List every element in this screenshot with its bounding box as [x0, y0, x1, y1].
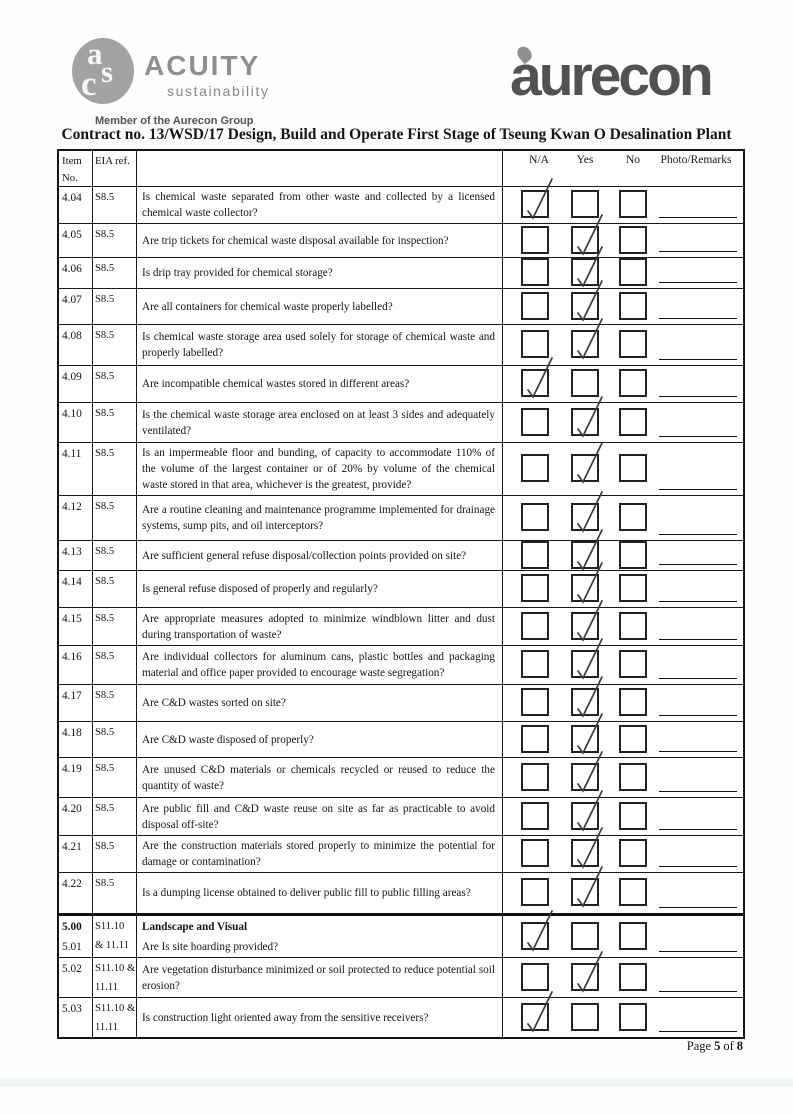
- no-checkbox[interactable]: [619, 369, 647, 397]
- item-no-cell: 5.03: [59, 998, 93, 1037]
- answer-cell: [503, 366, 743, 402]
- question-text: Is chemical waste separated from other waste and collected by a licensed chemical waste collector?: [142, 191, 495, 219]
- checklist-row: [59, 223, 743, 257]
- checklist-row: [59, 684, 743, 721]
- remarks-header: Photo/Remarks: [660, 154, 732, 166]
- no-checkbox[interactable]: [619, 839, 647, 867]
- no-checkbox[interactable]: [619, 688, 647, 716]
- page-number: Page 5 of 8: [686, 1039, 743, 1053]
- item-no-cell: 4.09: [59, 366, 93, 402]
- question-cell: [137, 258, 503, 288]
- remarks-line: [659, 678, 737, 679]
- checklist-row: [59, 835, 743, 872]
- na-checkbox[interactable]: [521, 725, 549, 753]
- question-cell: [137, 289, 503, 324]
- yes-checkbox[interactable]: [571, 878, 599, 906]
- checklist-row: [59, 872, 743, 913]
- item-no-cell: 4.20: [59, 798, 93, 835]
- question-cell: [137, 403, 503, 442]
- check-mark-icon: [520, 354, 558, 402]
- item-no-cell: 5.02: [59, 958, 93, 997]
- checklist-row: [59, 913, 743, 957]
- item-no-cell: 4.08: [59, 325, 93, 365]
- item-no-cell: 4.05: [59, 224, 93, 257]
- section-title: Landscape and Visual: [142, 920, 248, 933]
- eia-ref-cell: S8.5: [93, 224, 137, 257]
- na-checkbox[interactable]: [521, 650, 549, 678]
- na-checkbox[interactable]: [521, 878, 549, 906]
- item-no-cell: 4.18: [59, 722, 93, 757]
- item-no-cell: 4.06: [59, 258, 93, 288]
- no-checkbox[interactable]: [619, 258, 647, 286]
- question-cell: [137, 224, 503, 257]
- check-mark-icon: [570, 439, 608, 487]
- remarks-line: [659, 1031, 737, 1032]
- question-cell: [137, 958, 503, 997]
- checklist-row: [59, 721, 743, 757]
- question-text: Are the construction materials stored properly to minimize the potential for damage or contamination?: [142, 840, 495, 868]
- answer-cell: [503, 571, 743, 607]
- no-checkbox[interactable]: [619, 922, 647, 950]
- question-cell: [137, 798, 503, 835]
- eia-ref-cell: S8.5: [93, 187, 137, 223]
- item-no-cell: 4.15: [59, 608, 93, 645]
- remarks-line: [659, 564, 737, 565]
- eia-ref-cell: S8.5: [93, 496, 137, 540]
- item-no-cell: 4.14: [59, 571, 93, 607]
- remarks-line: [659, 907, 737, 908]
- remarks-line: [659, 436, 737, 437]
- eia-ref-cell: S8.5: [93, 873, 137, 913]
- na-checkbox[interactable]: [521, 190, 549, 218]
- question-text: Is drip tray provided for chemical storage?: [142, 267, 333, 279]
- no-checkbox[interactable]: [619, 190, 647, 218]
- eia-ref-cell: S11.10 & 11.11: [93, 998, 137, 1037]
- checklist-row: [59, 442, 743, 495]
- na-checkbox[interactable]: [521, 763, 549, 791]
- checklist-row: [59, 757, 743, 797]
- yes-checkbox[interactable]: [571, 408, 599, 436]
- item-no-cell: 5.00 5.01: [59, 916, 93, 957]
- question-text: Are a routine cleaning and maintenance programme implemented for drainage systems, sump pits, and oil interceptors?: [142, 504, 495, 532]
- item-no-cell: 4.19: [59, 758, 93, 797]
- checklist-row: [59, 997, 743, 1037]
- table-header-row: [59, 151, 743, 186]
- eia-ref-header: EIA ref.: [93, 151, 137, 186]
- question-cell: [137, 916, 503, 957]
- eia-ref-cell: S8.5: [93, 443, 137, 495]
- remarks-line: [659, 751, 737, 752]
- question-cell: [137, 187, 503, 223]
- no-checkbox[interactable]: [619, 802, 647, 830]
- answer-cell: [503, 258, 743, 288]
- question-text: Are Is site hoarding provided?: [142, 940, 279, 953]
- question-text: Is the chemical waste storage area enclosed on at least 3 sides and adequately ventilated?: [142, 408, 495, 437]
- remarks-line: [659, 359, 737, 360]
- question-text: Are appropriate measures adopted to minimize windblown litter and dust during transportation of waste?: [142, 612, 495, 641]
- check-mark-icon: [520, 175, 558, 223]
- check-mark-icon: [520, 988, 558, 1036]
- question-cell: [137, 541, 503, 570]
- checklist-row: [59, 957, 743, 997]
- item-no-header: Item No.: [59, 151, 93, 186]
- question-header: [137, 151, 503, 186]
- item-no-cell: 4.10: [59, 403, 93, 442]
- item-no-cell: 4.22: [59, 873, 93, 913]
- remarks-line: [659, 217, 737, 218]
- eia-ref-cell: S8.5: [93, 325, 137, 365]
- eia-ref-cell: S8.5: [93, 258, 137, 288]
- no-checkbox[interactable]: [619, 725, 647, 753]
- question-cell: [137, 496, 503, 540]
- question-cell: [137, 325, 503, 365]
- eia-ref-cell: S8.5: [93, 836, 137, 872]
- checklist-table: [57, 149, 745, 1039]
- eia-ref-cell: S8.5: [93, 798, 137, 835]
- no-checkbox[interactable]: [619, 541, 647, 569]
- answer-cell: [503, 608, 743, 645]
- no-checkbox[interactable]: [619, 1003, 647, 1031]
- answer-cell: [503, 646, 743, 684]
- answer-cell: [503, 403, 743, 442]
- question-text: Are all containers for chemical waste properly labelled?: [142, 300, 393, 313]
- answer-cell: [503, 722, 743, 757]
- no-checkbox[interactable]: [619, 408, 647, 436]
- item-no-cell: 4.16: [59, 646, 93, 684]
- acuity-logo: [72, 38, 332, 130]
- monogram-letter: c: [81, 64, 97, 103]
- eia-ref-cell: S8.5: [93, 366, 137, 402]
- checklist-row: [59, 324, 743, 365]
- item-no-cell: 4.07: [59, 289, 93, 324]
- acuity-monogram-icon: [72, 38, 136, 108]
- aurecon-wordmark: aurecon: [510, 44, 711, 108]
- question-text: Are sufficient general refuse disposal/collection points provided on site?: [142, 549, 467, 562]
- na-checkbox[interactable]: [521, 503, 549, 531]
- na-checkbox[interactable]: [521, 688, 549, 716]
- yes-checkbox[interactable]: [571, 963, 599, 991]
- na-checkbox[interactable]: [521, 454, 549, 482]
- question-cell: [137, 366, 503, 402]
- no-checkbox[interactable]: [619, 763, 647, 791]
- answer-cell: [503, 443, 743, 495]
- remarks-line: [659, 534, 737, 535]
- question-text: Are incompatible chemical wastes stored in different areas?: [142, 378, 410, 390]
- eia-ref-cell: S8.5: [93, 758, 137, 797]
- na-checkbox[interactable]: [521, 802, 549, 830]
- na-checkbox[interactable]: [521, 408, 549, 436]
- no-checkbox[interactable]: [619, 292, 647, 320]
- checklist-row: [59, 495, 743, 540]
- question-cell: [137, 646, 503, 684]
- item-no-cell: 4.13: [59, 541, 93, 570]
- checklist-row: [59, 288, 743, 324]
- remarks-line: [659, 639, 737, 640]
- yes-checkbox[interactable]: [571, 1003, 599, 1031]
- no-checkbox[interactable]: [619, 878, 647, 906]
- eia-ref-cell: S8.5: [93, 289, 137, 324]
- item-no-cell: 4.12: [59, 496, 93, 540]
- remarks-line: [659, 715, 737, 716]
- remarks-line: [659, 951, 737, 952]
- monogram-letter: s: [101, 54, 114, 89]
- na-checkbox[interactable]: [521, 612, 549, 640]
- checklist-row: [59, 402, 743, 442]
- question-text: Is construction light oriented away from the sensitive receivers?: [142, 1011, 429, 1024]
- eia-ref-cell: S11.10 & 11.11: [93, 958, 137, 997]
- checklist-row: [59, 186, 743, 223]
- contract-title: Contract no. 13/WSD/17 Design, Build and Operate First Stage of Tseung Kwan O Desalination Plant: [61, 126, 732, 143]
- checklist-row: [59, 257, 743, 288]
- monogram-letter: a: [87, 36, 103, 71]
- yes-checkbox[interactable]: [571, 454, 599, 482]
- answer-cell: [503, 758, 743, 797]
- eia-ref-cell: S8.5: [93, 646, 137, 684]
- check-mark-icon: [570, 315, 608, 363]
- eia-ref-cell: S8.5: [93, 722, 137, 757]
- no-checkbox[interactable]: [619, 612, 647, 640]
- answer-cell: [503, 541, 743, 570]
- question-text: Is general refuse disposed of properly and regularly?: [142, 583, 378, 595]
- yes-header: Yes: [576, 154, 594, 166]
- remarks-line: [659, 829, 737, 830]
- na-checkbox[interactable]: [521, 541, 549, 569]
- question-cell: [137, 685, 503, 721]
- eia-ref-cell: S8.5: [93, 571, 137, 607]
- answer-cell: [503, 916, 743, 957]
- no-checkbox[interactable]: [619, 454, 647, 482]
- na-checkbox[interactable]: [521, 258, 549, 286]
- question-text: Is chemical waste storage area used solely for storage of chemical waste and properly labelled?: [142, 331, 495, 359]
- question-cell: [137, 608, 503, 645]
- eia-ref-cell: S8.5: [93, 608, 137, 645]
- no-checkbox[interactable]: [619, 574, 647, 602]
- no-checkbox[interactable]: [619, 963, 647, 991]
- remarks-line: [659, 991, 737, 992]
- question-text: Are C&D wastes sorted on site?: [142, 697, 286, 709]
- question-text: Is a dumping license obtained to deliver public fill to public filling areas?: [142, 887, 471, 899]
- remarks-line: [659, 866, 737, 867]
- acuity-tagline: Member of the Aurecon Group: [95, 115, 254, 127]
- question-text: Are public fill and C&D waste reuse on site as far as practicable to avoid disposal off-site?: [142, 802, 495, 831]
- question-cell: [137, 571, 503, 607]
- acuity-subtitle: sustainability: [167, 83, 270, 99]
- remarks-line: [659, 791, 737, 792]
- item-no-cell: 4.04: [59, 187, 93, 223]
- answer-cell: [503, 224, 743, 257]
- question-text: Are C&D waste disposed of properly?: [142, 733, 314, 746]
- checklist-row: [59, 607, 743, 645]
- item-no-cell: 4.17: [59, 685, 93, 721]
- question-text: Is an impermeable floor and bunding, of capacity to accommodate 110% of the volume of the largest container or of 20% by volume of the chemical waste stored in that area, whichever is the greatest, provide?: [142, 447, 495, 491]
- eia-ref-cell: S8.5: [93, 403, 137, 442]
- na-checkbox[interactable]: [521, 963, 549, 991]
- no-checkbox[interactable]: [619, 650, 647, 678]
- answer-cell: [503, 836, 743, 872]
- na-checkbox[interactable]: [521, 574, 549, 602]
- check-mark-icon: [570, 948, 608, 996]
- question-cell: [137, 836, 503, 872]
- no-checkbox[interactable]: [619, 503, 647, 531]
- question-cell: [137, 722, 503, 757]
- eia-ref-cell: S8.5: [93, 541, 137, 570]
- check-mark-icon: [520, 907, 558, 955]
- no-checkbox[interactable]: [619, 330, 647, 358]
- checklist-row: [59, 645, 743, 684]
- na-checkbox[interactable]: [521, 292, 549, 320]
- item-no-cell: 4.21: [59, 836, 93, 872]
- yes-checkbox[interactable]: [571, 330, 599, 358]
- question-cell: [137, 758, 503, 797]
- remarks-line: [659, 282, 737, 283]
- eia-ref-cell: S11.10 & 11.11: [93, 916, 137, 957]
- question-cell: [137, 443, 503, 495]
- answer-cell: [503, 496, 743, 540]
- question-text: Are individual collectors for aluminum cans, plastic bottles and packaging material and office paper provided to encourage waste segregation?: [142, 651, 495, 679]
- question-cell: [137, 998, 503, 1037]
- remarks-line: [659, 251, 737, 252]
- question-text: Are vegetation disturbance minimized or soil protected to reduce potential soil erosion?: [142, 963, 495, 992]
- na-header: N/A: [529, 154, 549, 166]
- check-mark-icon: [570, 863, 608, 911]
- na-checkbox[interactable]: [521, 226, 549, 254]
- checklist-row: [59, 797, 743, 835]
- yes-checkbox[interactable]: [571, 922, 599, 950]
- question-cell: [137, 873, 503, 913]
- acuity-wordmark: ACUITY: [144, 50, 261, 81]
- remarks-line: [659, 601, 737, 602]
- question-text: Are trip tickets for chemical waste disposal available for inspection?: [142, 234, 449, 247]
- aurecon-logo: [502, 42, 747, 114]
- checklist-row: [59, 540, 743, 570]
- checklist-row: [59, 365, 743, 402]
- item-no-cell: 4.11: [59, 443, 93, 495]
- answer-cell: [503, 289, 743, 324]
- eia-ref-cell: S8.5: [93, 685, 137, 721]
- na-checkbox[interactable]: [521, 922, 549, 950]
- answer-cell: [503, 998, 743, 1037]
- answer-cell: [503, 685, 743, 721]
- no-checkbox[interactable]: [619, 226, 647, 254]
- question-text: Are unused C&D materials or chemicals recycled or reused to reduce the quantity of waste?: [142, 763, 495, 792]
- answer-cell: [503, 798, 743, 835]
- remarks-line: [659, 396, 737, 397]
- na-checkbox[interactable]: [521, 369, 549, 397]
- checklist-row: [59, 570, 743, 607]
- na-checkbox[interactable]: [521, 839, 549, 867]
- no-header: No: [625, 154, 641, 166]
- remarks-line: [659, 489, 737, 490]
- remarks-line: [659, 318, 737, 319]
- answer-cell: [503, 187, 743, 223]
- na-checkbox[interactable]: [521, 1003, 549, 1031]
- scan-artifact-band: [0, 1078, 793, 1087]
- check-mark-icon: [570, 393, 608, 441]
